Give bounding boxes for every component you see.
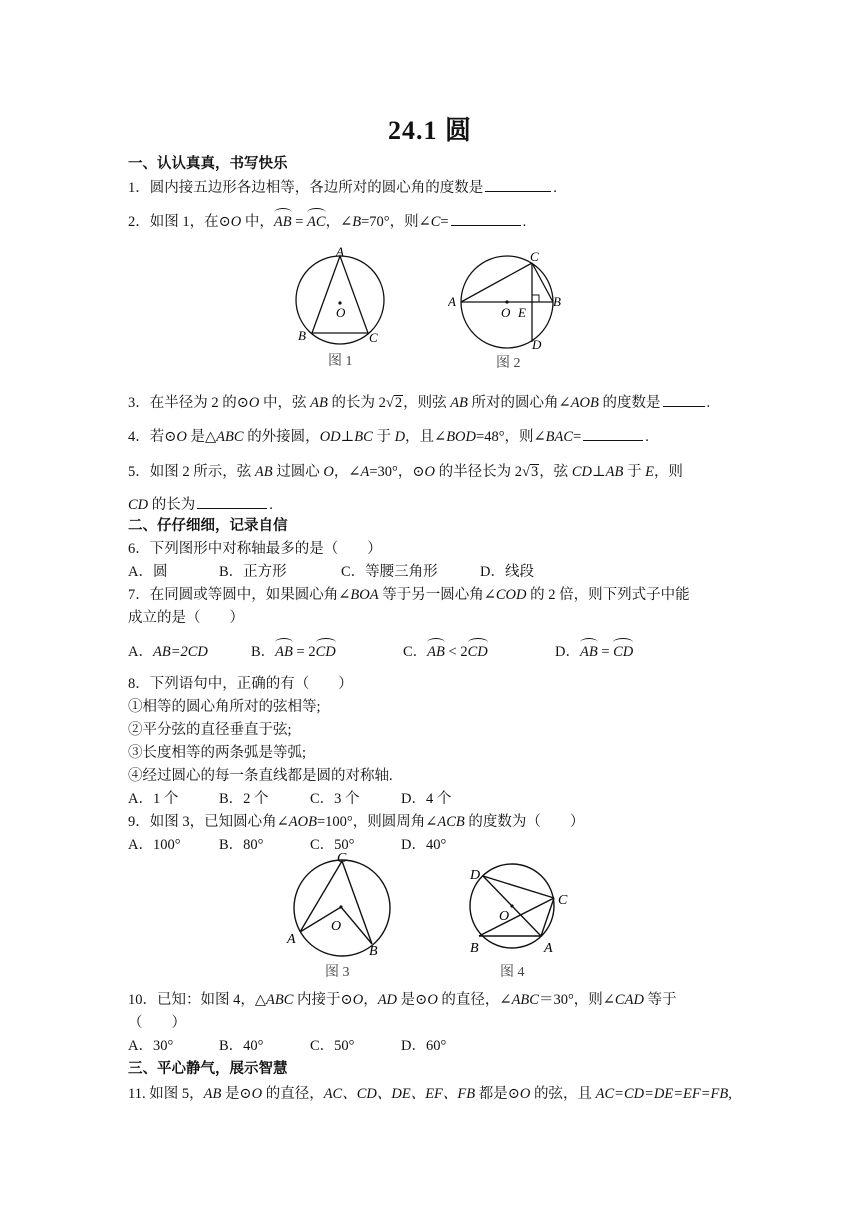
q10-option-d[interactable]: D．60° <box>401 1038 447 1054</box>
q6-option-c[interactable]: C．等腰三角形 <box>341 564 438 580</box>
label-c: C <box>530 250 539 264</box>
q10-option-a[interactable]: A．30° <box>128 1038 174 1054</box>
label-o: O <box>336 305 346 320</box>
label-b: B <box>369 944 378 959</box>
figure-3 <box>284 848 400 982</box>
question-7: 7．在同圆或等圆中，如果圆心角∠BOA 等于另一圆心角∠COD 的 2 倍，则下列式子中能 <box>128 587 690 603</box>
answer-blank[interactable] <box>485 177 551 192</box>
figure-4-caption: 图 4 <box>500 965 525 980</box>
q8-option-b[interactable]: B．2 个 <box>219 791 269 807</box>
q8-statement-2: ②平分弦的直径垂直于弦; <box>128 722 292 738</box>
q8-option-d[interactable]: D．4 个 <box>401 791 452 807</box>
question-10-line-2: （ ） <box>128 1015 186 1031</box>
center-point <box>510 904 513 907</box>
label-a: A <box>287 932 296 947</box>
q9-option-a[interactable]: A．100° <box>128 837 181 853</box>
q8-statement-4: ④经过圆心的每一条直线都是圆的对称轴. <box>128 768 393 784</box>
label-o: O <box>499 909 510 924</box>
page-title: 24.1 圆 <box>387 116 472 145</box>
figure-4 <box>462 860 578 982</box>
label-c: C <box>558 893 568 908</box>
q8-statement-3: ③长度相等的两条弧是等弧; <box>128 745 307 761</box>
question-4: 4．若⊙O 是△ABC 的外接圆，OD⊥BC 于 D，且∠BOD=48°，则∠BAC= . <box>128 425 649 446</box>
center-point <box>505 300 508 303</box>
answer-blank[interactable] <box>583 426 643 441</box>
question-8: 8．下列语句中，正确的有（ ） <box>128 676 353 692</box>
question-7-line-2: 成立的是（ ） <box>128 610 244 626</box>
question-10: 10．已知：如图 4，△ABC 内接于⊙O，AD 是⊙O 的直径，∠ABC＝30°，则∠CAD 等于 <box>128 992 677 1008</box>
figure-1 <box>290 244 400 370</box>
q6-option-d[interactable]: D．线段 <box>480 564 534 580</box>
label-d: D <box>532 337 542 352</box>
q7-option-c[interactable]: C．AB < 2CD <box>403 640 488 661</box>
section-heading-3: 三、平心静气，展示智慧 <box>128 1061 288 1077</box>
label-o: O <box>501 305 511 320</box>
right-angle-mark <box>532 295 539 302</box>
q8-option-a[interactable]: A．1 个 <box>128 791 179 807</box>
label-a: A <box>544 941 553 956</box>
answer-blank[interactable] <box>663 392 705 407</box>
question-2: 2．如图 1，在⊙O 中，AB = AC，∠B=70°，则∠C= . <box>128 210 526 231</box>
q10-option-c[interactable]: C．50° <box>310 1038 355 1054</box>
question-3: 3．在半径为 2 的⊙O 中，弦 AB 的长为 2√2，则弦 AB 所对的圆心角∠AOB 的度数是 . <box>128 391 710 412</box>
figure-2 <box>448 250 578 370</box>
question-9: 9．如图 3，已知圆心角∠AOB=100°，则圆周角∠ACB 的度数为（ ） <box>128 814 585 830</box>
label-c: C <box>369 330 378 345</box>
q7-option-d[interactable]: D．AB = CD <box>555 640 633 661</box>
q10-option-b[interactable]: B．40° <box>219 1038 264 1054</box>
section-heading-1: 一、认认真真，书写快乐 <box>128 156 288 172</box>
q9-option-b[interactable]: B．80° <box>219 837 264 853</box>
sqrt-symbol: √ <box>385 395 394 411</box>
question-5: 5．如图 2 所示，弦 AB 过圆心 O，∠A=30°，⊙O 的半径长为 2√3，弦 CD⊥AB 于 E，则 <box>128 464 683 480</box>
label-b: B <box>553 294 561 309</box>
q8-option-c[interactable]: C．3 个 <box>310 791 360 807</box>
answer-blank[interactable] <box>451 211 521 226</box>
question-11: 11. 如图 5，AB 是⊙O 的直径，AC、CD、DE、EF、FB 都是⊙O 的弦，且 AC=CD=DE=EF=FB, <box>128 1086 732 1102</box>
label-o: O <box>331 919 342 934</box>
chord-cb <box>532 263 553 302</box>
section-heading-2: 二、仔仔细细，记录自信 <box>128 518 288 534</box>
question-1: 1．圆内接五边形各边相等，各边所对的圆心角的度数是 . <box>128 176 557 197</box>
label-a: A <box>448 294 456 309</box>
q9-option-d[interactable]: D．40° <box>401 837 447 853</box>
arc-ac: AC <box>307 210 326 231</box>
question-6: 6．下列图形中对称轴最多的是（ ） <box>128 541 382 557</box>
question-5-line-2: CD 的长为 . <box>128 493 273 514</box>
triangle-abc <box>312 256 368 333</box>
sqrt-symbol: √ <box>521 464 530 480</box>
label-a: A <box>336 244 344 259</box>
q7-option-b[interactable]: B．AB = 2CD <box>251 640 336 661</box>
q6-option-b[interactable]: B．正方形 <box>219 564 287 580</box>
label-b: B <box>298 328 306 343</box>
label-c: C <box>337 851 347 866</box>
q6-option-a[interactable]: A．圆 <box>128 564 168 580</box>
answer-blank[interactable] <box>197 494 267 509</box>
label-e: E <box>518 305 526 320</box>
chord-ac <box>461 263 532 302</box>
center-point <box>339 905 342 908</box>
arc-ab: AB <box>274 210 292 231</box>
q8-statement-1: ①相等的圆心角所对的弦相等; <box>128 699 321 715</box>
q7-option-a[interactable]: A．AB=2CD <box>128 644 208 660</box>
figure-3-caption: 图 3 <box>325 965 350 980</box>
figure-2-caption: 图 2 <box>496 356 521 370</box>
figure-1-caption: 图 1 <box>328 354 353 369</box>
label-d: D <box>470 868 481 883</box>
label-b: B <box>470 941 479 956</box>
q9-option-c[interactable]: C．50° <box>310 837 355 853</box>
